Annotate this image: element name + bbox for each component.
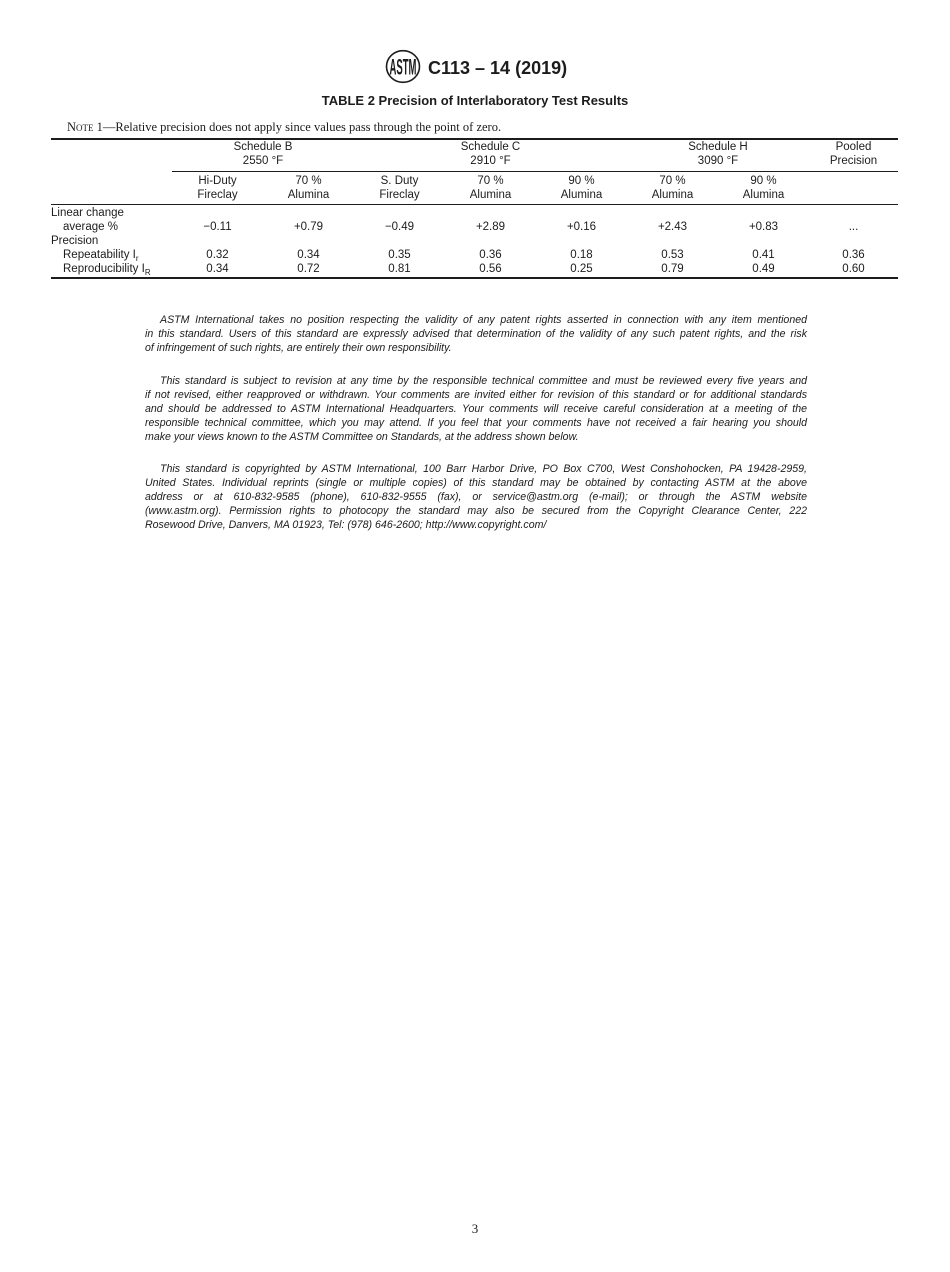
revision-notice — [145, 374, 807, 444]
row-label-reproducibility — [63, 262, 151, 276]
row-average-cell: +0.83 — [748, 221, 779, 233]
standard-designation: C113 – 14 (2019) — [428, 58, 568, 78]
precision-table — [0, 0, 950, 290]
row-label-linear-change: Linear change — [51, 207, 124, 219]
notice-line: responsible technical committee, which you may attend. If you feel that your comments have not received a fair hearing you should — [145, 417, 807, 429]
row-reproducibility-cell: 0.79 — [661, 263, 684, 275]
group-header-line: Pooled — [835, 141, 872, 153]
notice-line: ASTM International takes no position respecting the validity of any patent rights asserted in connection with any item mentioned — [160, 314, 807, 326]
column-header-line: Hi-Duty — [198, 175, 237, 187]
column-header-line: Alumina — [742, 189, 785, 201]
group-header-line: 3090 °F — [697, 155, 739, 167]
column-header-line: S. Duty — [380, 175, 419, 187]
row-reproducibility-cell: 0.56 — [479, 263, 502, 275]
notice-line: address or at 610-832-9585 (phone), 610-832-9555 (fax), or service@astm.org (e-mail); or through the ASTM website — [145, 491, 807, 503]
row-label-repeatability — [63, 248, 139, 262]
row-average-cell: −0.11 — [203, 221, 232, 233]
notice-line: This standard is copyrighted by ASTM International, 100 Barr Harbor Drive, PO Box C700, West Conshohocken, PA 19428-2959, — [160, 463, 807, 475]
copyright-notice — [145, 462, 807, 532]
table-rule-bottom — [51, 277, 898, 279]
row-repeatability-cell: 0.35 — [388, 249, 411, 261]
table-rule-group — [172, 171, 898, 172]
row-repeatability-cell: 0.41 — [752, 249, 775, 261]
notice-line: in this standard. Users of this standard are expressly advised that determination of the validity of any such patent rights, and the risk — [145, 328, 807, 340]
column-header — [536, 174, 627, 202]
notice-line: (www.astm.org). Permission rights to photocopy the standard may also be secured from the Copyright Clearance Center, 222 — [145, 505, 807, 517]
row-reproducibility-cell: 0.34 — [206, 263, 229, 275]
table-rule-header — [51, 204, 898, 205]
row-label-precision: Precision — [51, 235, 99, 247]
row-repeatability-cell: 0.34 — [297, 249, 320, 261]
notice-line: and should be addressed to ASTM International Headquarters. Your comments will receive careful consideration at a meeting of the — [145, 403, 807, 415]
column-header-line: Alumina — [469, 189, 512, 201]
group-header-line: 2550 °F — [242, 155, 284, 167]
notice-line: make your views known to the ASTM Committee on Standards, at the address shown below. — [145, 431, 579, 443]
row-reproducibility-cell: 0.81 — [388, 263, 411, 275]
column-header-line: Fireclay — [379, 189, 420, 201]
notice-line: of infringement of such rights, are entirely their own responsibility. — [145, 342, 452, 354]
row-label-average: average % — [63, 221, 118, 233]
row-reproducibility-cell: 0.49 — [752, 263, 775, 275]
patent-notice — [145, 313, 807, 355]
column-header — [172, 174, 263, 202]
column-header-line: Fireclay — [197, 189, 238, 201]
group-header-pooled-precision — [809, 140, 898, 168]
row-average-cell: ... — [848, 221, 859, 233]
row-label-text: Reproducibility I — [63, 263, 145, 275]
note-label: Note 1 — [67, 120, 103, 134]
row-average-cell: +0.16 — [566, 221, 597, 233]
column-header — [354, 174, 445, 202]
row-reproducibility-cell: 0.72 — [297, 263, 320, 275]
column-header — [718, 174, 809, 202]
row-average-cell: +2.43 — [657, 221, 688, 233]
notice-line: United States. Individual reprints (single or multiple copies) of this standard may be obtained by contacting ASTM at the above — [145, 477, 807, 489]
row-label-subscript: R — [144, 268, 151, 277]
row-repeatability-cell: 0.32 — [206, 249, 229, 261]
table-title: TABLE 2 Precision of Interlaboratory Test Results — [321, 93, 629, 108]
group-header-line: Schedule B — [233, 141, 293, 153]
column-header — [445, 174, 536, 202]
group-header-schedule-b — [172, 140, 354, 168]
logo-lettering: ASTM — [389, 54, 417, 80]
column-header-line: 90 % — [750, 175, 777, 187]
column-header-line: 70 % — [659, 175, 686, 187]
row-repeatability-cell: 0.53 — [661, 249, 684, 261]
group-header-line: Schedule C — [460, 141, 521, 153]
row-reproducibility-cell: 0.25 — [570, 263, 593, 275]
row-repeatability-cell: 0.18 — [570, 249, 593, 261]
column-header-line: Alumina — [651, 189, 694, 201]
notice-line: This standard is subject to revision at any time by the responsible technical committee and must be reviewed every five years and — [160, 375, 807, 387]
column-header-line: Alumina — [287, 189, 330, 201]
row-reproducibility-cell: 0.60 — [842, 263, 865, 275]
row-label-subscript: r — [135, 254, 139, 263]
row-repeatability-cell: 0.36 — [842, 249, 865, 261]
column-header — [263, 174, 354, 202]
row-label-text: Repeatability I — [63, 249, 136, 261]
column-header-line: 70 % — [295, 175, 322, 187]
column-header — [627, 174, 718, 202]
column-header-line: Alumina — [560, 189, 603, 201]
column-header-line: 90 % — [568, 175, 595, 187]
row-average-cell: −0.49 — [384, 221, 415, 233]
row-average-cell: +0.79 — [293, 221, 324, 233]
notice-line: if not revised, either reapproved or withdrawn. Your comments are invited either for revision of this standard or for additional standards — [145, 389, 807, 401]
group-header-schedule-h — [627, 140, 809, 168]
column-header-line: 70 % — [477, 175, 504, 187]
group-header-line: Precision — [829, 155, 878, 167]
group-header-line: Schedule H — [688, 141, 748, 153]
row-repeatability-cell: 0.36 — [479, 249, 502, 261]
group-header-line: 2910 °F — [470, 155, 511, 167]
notice-line: Rosewood Drive, Danvers, MA 01923, Tel: (978) 646-2600; http://www.copyright.com/ — [145, 519, 547, 531]
group-header-schedule-c — [354, 140, 627, 168]
page-number: 3 — [471, 1221, 479, 1236]
row-average-cell: +2.89 — [475, 221, 506, 233]
note-text: —Relative precision does not apply since values pass through the point of zero. — [102, 120, 502, 134]
